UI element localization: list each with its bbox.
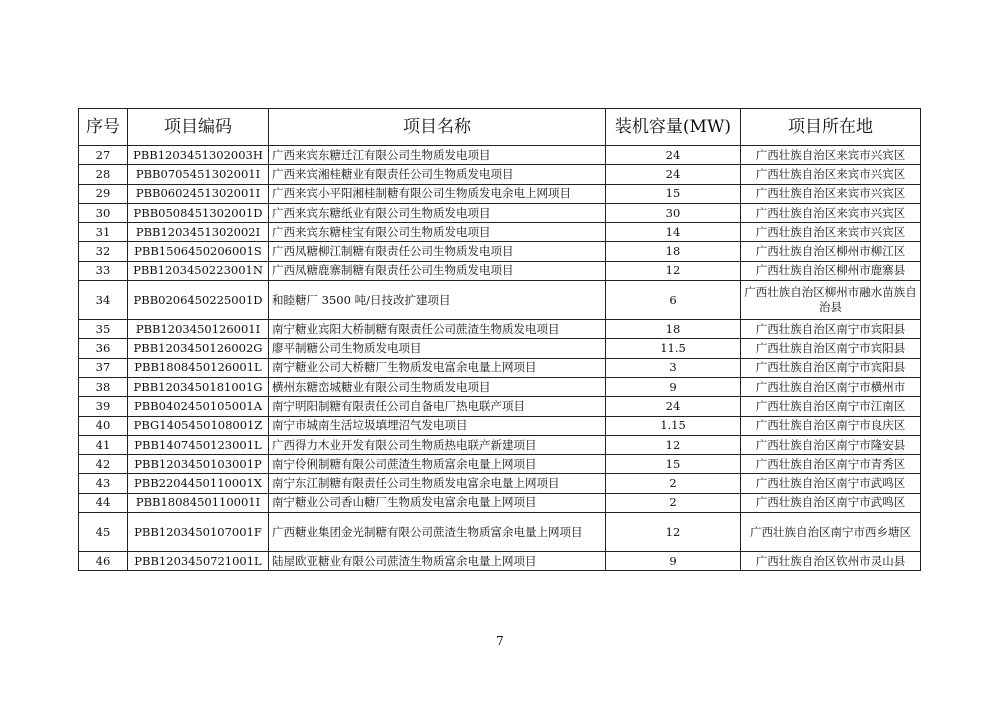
cell-location: 广西壮族自治区南宁市隆安县 (741, 435, 921, 454)
cell-name: 广西来宾小平阳湘桂制糖有限公司生物质发电余电上网项目 (269, 184, 606, 203)
cell-location: 广西壮族自治区柳州市鹿寨县 (741, 261, 921, 280)
cell-code: PBB1203450181001G (128, 377, 269, 396)
cell-no: 42 (79, 455, 128, 474)
header-capacity: 装机容量(MW) (606, 109, 741, 146)
table-row (79, 377, 921, 396)
cell-no: 46 (79, 552, 128, 571)
cell-capacity: 24 (606, 165, 741, 184)
cell-no: 33 (79, 261, 128, 280)
cell-location: 广西壮族自治区来宾市兴宾区 (741, 223, 921, 242)
cell-location: 广西壮族自治区南宁市良庆区 (741, 416, 921, 435)
cell-capacity: 11.5 (606, 339, 741, 358)
table-row (79, 146, 921, 165)
cell-no: 38 (79, 377, 128, 396)
cell-name: 广西凤糖柳江制糖有限责任公司生物质发电项目 (269, 242, 606, 261)
cell-no: 44 (79, 493, 128, 512)
cell-name: 广西糖业集团金光制糖有限公司蔗渣生物质富余电量上网项目 (269, 513, 606, 552)
cell-name: 南宁糖业公司大桥糖厂生物质发电富余电量上网项目 (269, 358, 606, 377)
project-table (78, 108, 921, 571)
cell-location: 广西壮族自治区南宁市江南区 (741, 397, 921, 416)
cell-code: PBB2204450110001X (128, 474, 269, 493)
cell-code: PBB1407450123001L (128, 435, 269, 454)
cell-capacity: 9 (606, 552, 741, 571)
cell-code: PBB1203450126001I (128, 320, 269, 339)
table-row (79, 358, 921, 377)
cell-capacity: 6 (606, 281, 741, 320)
table-row (79, 435, 921, 454)
cell-capacity: 12 (606, 513, 741, 552)
cell-code: PBB1203450223001N (128, 261, 269, 280)
cell-code: PBB0402450105001A (128, 397, 269, 416)
cell-capacity: 14 (606, 223, 741, 242)
cell-code: PBB0705451302001I (128, 165, 269, 184)
cell-no: 36 (79, 339, 128, 358)
cell-capacity: 15 (606, 455, 741, 474)
cell-location: 广西壮族自治区南宁市武鸣区 (741, 474, 921, 493)
cell-code: PBB1808450110001I (128, 493, 269, 512)
cell-location: 广西壮族自治区南宁市宾阳县 (741, 339, 921, 358)
cell-code: PBB0602451302001I (128, 184, 269, 203)
cell-code: PBB1203450126002G (128, 339, 269, 358)
cell-name: 广西得力木业开发有限公司生物质热电联产新建项目 (269, 435, 606, 454)
cell-no: 45 (79, 513, 128, 552)
cell-name: 广西来宾湘桂糖业有限责任公司生物质发电项目 (269, 165, 606, 184)
cell-code: PBB0508451302001D (128, 203, 269, 222)
cell-code: PBB1808450126001L (128, 358, 269, 377)
table-row (79, 474, 921, 493)
table-row (79, 513, 921, 552)
cell-no: 41 (79, 435, 128, 454)
cell-name: 广西来宾东糖纸业有限公司生物质发电项目 (269, 203, 606, 222)
cell-location: 广西壮族自治区南宁市青秀区 (741, 455, 921, 474)
table-row (79, 339, 921, 358)
cell-name: 横州东糖峦城糖业有限公司生物质发电项目 (269, 377, 606, 396)
cell-no: 37 (79, 358, 128, 377)
cell-name: 南宁东江制糖有限责任公司生物质发电富余电量上网项目 (269, 474, 606, 493)
cell-name: 广西来宾东糖迁江有限公司生物质发电项目 (269, 146, 606, 165)
cell-no: 31 (79, 223, 128, 242)
cell-no: 27 (79, 146, 128, 165)
cell-capacity: 2 (606, 493, 741, 512)
cell-name: 广西来宾东糖桂宝有限公司生物质发电项目 (269, 223, 606, 242)
cell-capacity: 15 (606, 184, 741, 203)
cell-name: 南宁糖业公司香山糖厂生物质发电富余电量上网项目 (269, 493, 606, 512)
cell-name: 广西凤糖鹿寨制糖有限责任公司生物质发电项目 (269, 261, 606, 280)
table-row (79, 320, 921, 339)
table-row (79, 416, 921, 435)
cell-code: PBB1506450206001S (128, 242, 269, 261)
cell-location: 广西壮族自治区来宾市兴宾区 (741, 203, 921, 222)
header-code: 项目编码 (128, 109, 269, 146)
table-row (79, 455, 921, 474)
cell-no: 29 (79, 184, 128, 203)
cell-no: 32 (79, 242, 128, 261)
page-number: 7 (496, 634, 504, 648)
cell-location: 广西壮族自治区钦州市灵山县 (741, 552, 921, 571)
cell-capacity: 18 (606, 320, 741, 339)
table-row (79, 281, 921, 320)
cell-location: 广西壮族自治区来宾市兴宾区 (741, 184, 921, 203)
cell-code: PBB1203450107001F (128, 513, 269, 552)
cell-location: 广西壮族自治区南宁市宾阳县 (741, 320, 921, 339)
cell-location: 广西壮族自治区南宁市武鸣区 (741, 493, 921, 512)
cell-name: 廖平制糖公司生物质发电项目 (269, 339, 606, 358)
table-row (79, 203, 921, 222)
cell-no: 39 (79, 397, 128, 416)
cell-location: 广西壮族自治区南宁市西乡塘区 (741, 513, 921, 552)
table-row (79, 397, 921, 416)
cell-no: 43 (79, 474, 128, 493)
cell-location: 广西壮族自治区柳州市柳江区 (741, 242, 921, 261)
cell-capacity: 9 (606, 377, 741, 396)
cell-capacity: 12 (606, 435, 741, 454)
cell-code: PBB1203451302003H (128, 146, 269, 165)
table-row (79, 223, 921, 242)
cell-code: PBB1203450103001P (128, 455, 269, 474)
table-body (79, 146, 921, 571)
table-header-row (79, 109, 921, 146)
cell-code: PBG1405450108001Z (128, 416, 269, 435)
cell-capacity: 2 (606, 474, 741, 493)
cell-capacity: 12 (606, 261, 741, 280)
table-row (79, 493, 921, 512)
cell-no: 34 (79, 281, 128, 320)
cell-capacity: 24 (606, 397, 741, 416)
cell-code: PBB1203451302002I (128, 223, 269, 242)
table-row (79, 552, 921, 571)
table-row (79, 242, 921, 261)
cell-no: 30 (79, 203, 128, 222)
cell-name: 陆屋欧亚糖业有限公司蔗渣生物质富余电量上网项目 (269, 552, 606, 571)
cell-no: 40 (79, 416, 128, 435)
cell-code: PBB1203450721001L (128, 552, 269, 571)
header-location: 项目所在地 (741, 109, 921, 146)
cell-capacity: 3 (606, 358, 741, 377)
cell-capacity: 1.15 (606, 416, 741, 435)
cell-capacity: 24 (606, 146, 741, 165)
cell-name: 南宁糖业宾阳大桥制糖有限责任公司蔗渣生物质发电项目 (269, 320, 606, 339)
cell-capacity: 18 (606, 242, 741, 261)
table-row (79, 184, 921, 203)
cell-name: 南宁市城南生活垃圾填埋沼气发电项目 (269, 416, 606, 435)
cell-location: 广西壮族自治区来宾市兴宾区 (741, 165, 921, 184)
cell-location: 广西壮族自治区南宁市横州市 (741, 377, 921, 396)
cell-capacity: 30 (606, 203, 741, 222)
cell-no: 35 (79, 320, 128, 339)
cell-name: 南宁明阳制糖有限责任公司自备电厂热电联产项目 (269, 397, 606, 416)
header-name: 项目名称 (269, 109, 606, 146)
cell-name: 南宁伶俐制糖有限公司蔗渣生物质富余电量上网项目 (269, 455, 606, 474)
cell-code: PBB0206450225001D (128, 281, 269, 320)
cell-no: 28 (79, 165, 128, 184)
cell-name: 和睦糖厂 3500 吨/日技改扩建项目 (269, 281, 606, 320)
header-no: 序号 (79, 109, 128, 146)
cell-location: 广西壮族自治区南宁市宾阳县 (741, 358, 921, 377)
cell-location: 广西壮族自治区来宾市兴宾区 (741, 146, 921, 165)
table-row (79, 261, 921, 280)
cell-location: 广西壮族自治区柳州市融水苗族自治县 (741, 281, 921, 320)
table-row (79, 165, 921, 184)
